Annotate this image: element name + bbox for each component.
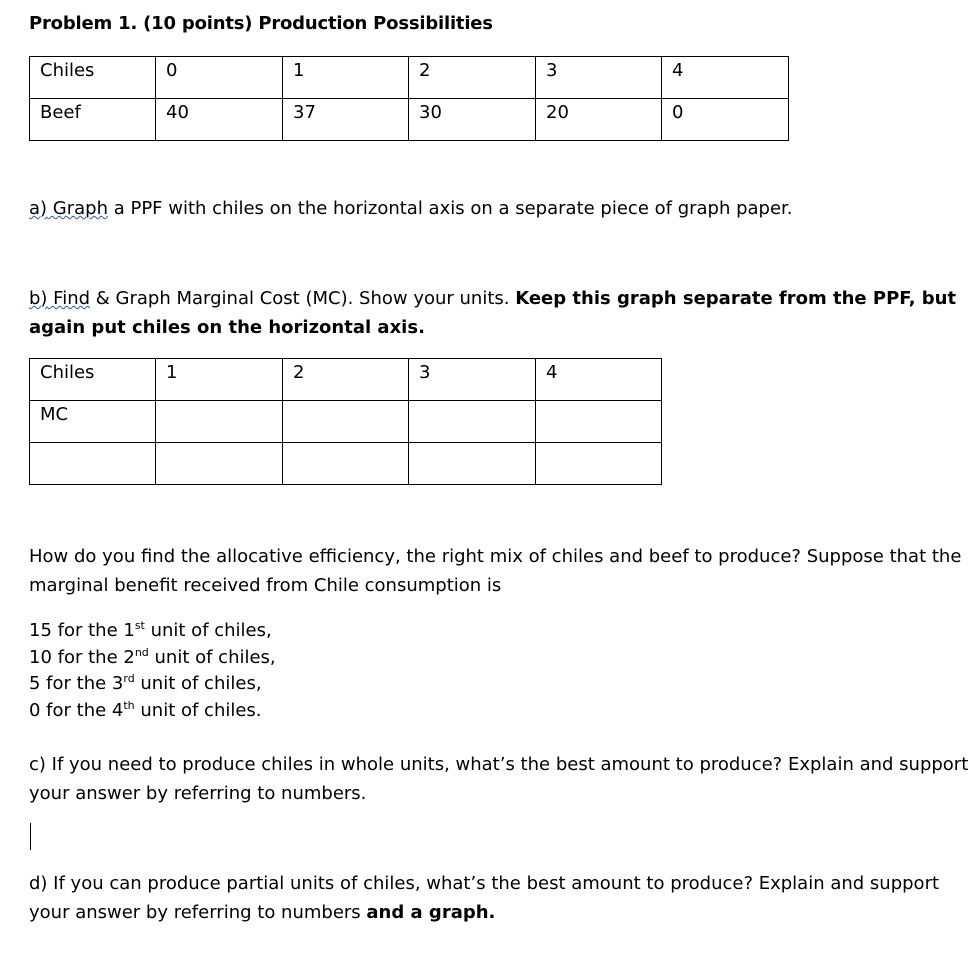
- part-b-line1: [29, 284, 956, 313]
- part-c-text: [29, 750, 968, 808]
- question-line1: How do you find the allocative efficiency, the right mix of chiles and beef to produce? Suppose that the: [29, 546, 962, 567]
- part-b-link: Find: [47, 288, 91, 309]
- table-cell-empty: [409, 443, 536, 485]
- table-cell: 3: [536, 57, 662, 99]
- part-a-prefix: a): [29, 198, 48, 219]
- problem-title: Problem 1. (10 points) Production Possibilities: [29, 13, 493, 34]
- table-row-label: Beef: [30, 99, 156, 141]
- table-cell-empty: [283, 401, 409, 443]
- table-row-blank: [30, 443, 662, 485]
- marginal-benefit-list: [29, 618, 276, 724]
- part-a-link: Graph: [47, 198, 108, 219]
- table-cell: 3: [409, 359, 536, 401]
- table-cell: 1: [283, 57, 409, 99]
- text-cursor[interactable]: [30, 823, 31, 850]
- allocative-efficiency-question: [29, 542, 961, 600]
- production-possibilities-table: [29, 56, 789, 141]
- question-line2: marginal benefit received from Chile consumption is: [29, 575, 502, 596]
- part-d-line1: d) If you can produce partial units of chiles, what’s the best amount to produce? Explain and support: [29, 873, 940, 894]
- table-row-chiles: [30, 359, 662, 401]
- list-item: 0 for the 4th unit of chiles.: [29, 698, 262, 721]
- list-item: 15 for the 1st unit of chiles,: [29, 619, 272, 641]
- part-b-rest: & Graph Marginal Cost (MC). Show your units.: [90, 288, 516, 309]
- part-b-prefix: b): [29, 288, 48, 309]
- part-a-rest: a PPF with chiles on the horizontal axis on a separate piece of graph paper.: [108, 198, 793, 219]
- table-cell-empty: [283, 443, 409, 485]
- part-d-line2: your answer by referring to numbers and a graph.: [29, 902, 496, 923]
- table-cell: 0: [662, 99, 789, 141]
- list-item: 5 for the 3rd unit of chiles,: [29, 672, 262, 694]
- table-cell-empty: [409, 401, 536, 443]
- table-cell: 4: [662, 57, 789, 99]
- table-cell-empty: [536, 401, 662, 443]
- marginal-cost-table: [29, 358, 662, 485]
- part-b-line2: [29, 313, 956, 342]
- table-row-chiles: [30, 57, 789, 99]
- table-cell: 40: [156, 99, 283, 141]
- part-d-text: [29, 869, 939, 927]
- table-cell: 20: [536, 99, 662, 141]
- table-cell-empty: [156, 443, 283, 485]
- table-cell-empty: [536, 443, 662, 485]
- part-d-bold: and a graph.: [366, 902, 496, 923]
- table-row-mc: [30, 401, 662, 443]
- part-c-line2: your answer by referring to numbers.: [29, 783, 367, 804]
- part-c-line1: c) If you need to produce chiles in whole units, what’s the best amount to produce? Explain and support: [29, 754, 969, 775]
- table-row-label: Chiles: [30, 359, 156, 401]
- part-b-bold2: again put chiles on the horizontal axis.: [29, 317, 425, 338]
- table-cell-empty: [156, 401, 283, 443]
- table-cell: 30: [409, 99, 536, 141]
- table-cell: 2: [283, 359, 409, 401]
- table-cell: 2: [409, 57, 536, 99]
- table-cell: 4: [536, 359, 662, 401]
- list-item: 10 for the 2nd unit of chiles,: [29, 645, 276, 668]
- table-row-beef: [30, 99, 789, 141]
- part-b-bold1: Keep this graph separate from the PPF, but: [515, 288, 957, 309]
- table-row-label: Chiles: [30, 57, 156, 99]
- part-a-text: [29, 194, 793, 223]
- part-b-text: [29, 284, 956, 342]
- table-cell: 1: [156, 359, 283, 401]
- table-cell: 37: [283, 99, 409, 141]
- table-cell: 0: [156, 57, 283, 99]
- table-cell-empty: [30, 443, 156, 485]
- table-row-label: MC: [30, 401, 156, 443]
